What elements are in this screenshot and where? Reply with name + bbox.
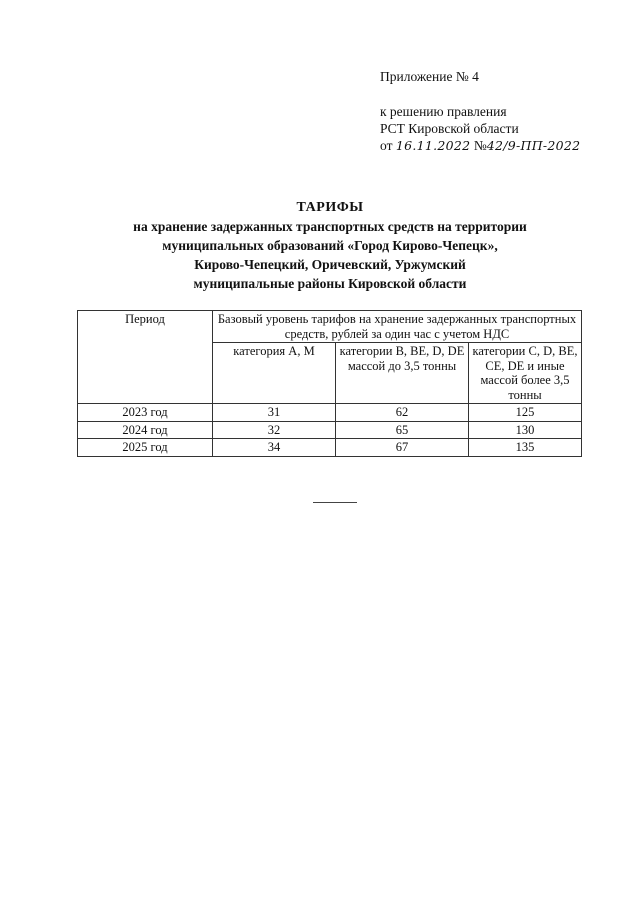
tariffs-table [77, 310, 582, 457]
tariff-cell: 130 [469, 421, 582, 439]
table-row [78, 404, 582, 422]
heading-line-2: муниципальных образований «Город Кирово-Чепецк», [162, 238, 498, 253]
tariff-cell: 125 [469, 404, 582, 422]
date-prefix: от [380, 138, 393, 153]
row-period: 2023 год [78, 404, 213, 422]
number-prefix: № [473, 138, 487, 153]
appendix-title: Приложение № 4 [380, 69, 479, 84]
decision-number: 42/9-ПП-2022 [486, 138, 581, 153]
appendix-line-decision: к решению правления [380, 104, 507, 119]
heading-line-3: Кирово-Чепецкий, Оричевский, Уржумский [194, 257, 466, 272]
category-b-header: категории В, ВЕ, D, DE массой до 3,5 тонны [336, 343, 469, 404]
decision-date: 16.11.2022 [395, 138, 471, 153]
heading-line-4: муниципальные районы Кировской области [193, 276, 467, 291]
tariff-cell: 31 [213, 404, 336, 422]
row-period: 2025 год [78, 439, 213, 457]
category-c-header: категории С, D, ВЕ, СЕ, DE и иные массой более 3,5 тонны [469, 343, 582, 404]
end-divider [313, 502, 357, 503]
row-period: 2024 год [78, 421, 213, 439]
tariff-cell: 32 [213, 421, 336, 439]
table-header-row [78, 311, 582, 343]
appendix-line-authority: РСТ Кировской области [380, 121, 519, 136]
tariff-cell: 67 [336, 439, 469, 457]
document-title: ТАРИФЫ [296, 200, 364, 215]
tariff-cell: 34 [213, 439, 336, 457]
appendix-header [380, 68, 580, 154]
base-tariff-header: Базовый уровень тарифов на хранение задержанных транспортных средств, рублей за один час с учетом НДС [213, 311, 582, 343]
period-header: Период [78, 311, 213, 404]
heading-line-1: на хранение задержанных транспортных средств на территории [133, 219, 527, 234]
tariff-cell: 65 [336, 421, 469, 439]
table-row [78, 421, 582, 439]
table-row [78, 439, 582, 457]
category-am-header: категория А, М [213, 343, 336, 404]
appendix-date-line [380, 137, 580, 154]
tariff-cell: 135 [469, 439, 582, 457]
document-heading [70, 198, 590, 293]
tariff-cell: 62 [336, 404, 469, 422]
